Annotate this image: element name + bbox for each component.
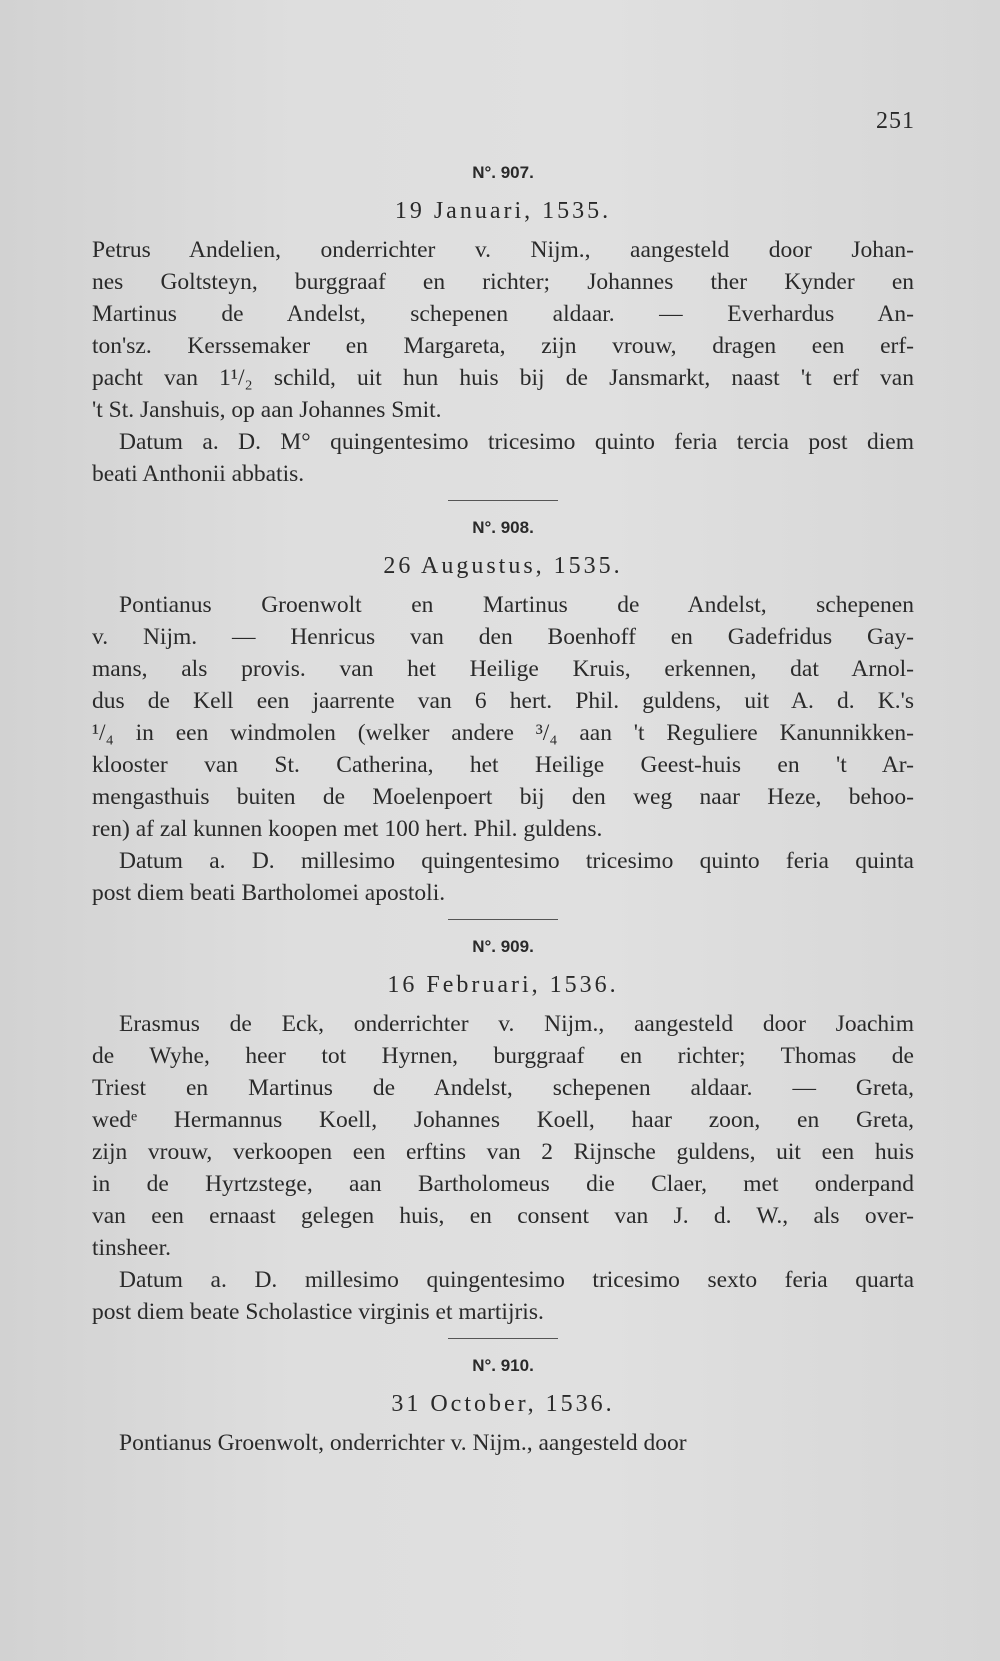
entry-line: in de Hyrtzstege, aan Bartholomeus die Claer, met onderpand	[92, 1171, 914, 1197]
entry-date: 31 October, 1536.	[391, 1391, 615, 1417]
entry-line: Petrus Andelien, onderrichter v. Nijm., aangesteld door Johan-	[92, 237, 914, 263]
entry-line: Pontianus Groenwolt, onderrichter v. Nijm., aangesteld door	[119, 1430, 687, 1456]
entry-line: Triest en Martinus de Andelst, schepenen aldaar. — Greta,	[92, 1075, 914, 1101]
entry-line: v. Nijm. — Henricus van den Boenhoff en Gadefridus Gay-	[92, 624, 914, 650]
entry-line: ¹/₄ in een windmolen (welker andere ³/₄ aan 't Reguliere Kanunnikken-	[92, 720, 914, 746]
entry-line: post diem beate Scholastice virginis et martijris.	[92, 1299, 544, 1325]
entry-line: Pontianus Groenwolt en Martinus de Andelst, schepenen	[119, 592, 914, 618]
entry-line: beati Anthonii abbatis.	[92, 461, 305, 487]
entry-line: mengasthuis buiten de Moelenpoert bij den weg naar Heze, behoo-	[92, 784, 914, 810]
entry-date: 16 Februari, 1536.	[387, 972, 619, 998]
entry-909	[92, 932, 914, 1339]
entry-number: N°. 909.	[472, 937, 534, 956]
entry-date: 26 Augustus, 1535.	[383, 553, 623, 579]
entry-line: wedᵉ Hermannus Koell, Johannes Koell, haar zoon, en Greta,	[92, 1107, 914, 1133]
entry-divider	[448, 1338, 558, 1339]
entry-datum-line: Datum a. D. millesimo quingentesimo tricesimo sexto feria quarta	[119, 1267, 914, 1293]
entry-line: nes Goltsteyn, burggraaf en richter; Johannes ther Kynder en	[92, 269, 914, 295]
entry-line: ren) af zal kunnen koopen met 100 hert. Phil. guldens.	[92, 816, 603, 842]
entry-line: mans, als provis. van het Heilige Kruis, erkennen, dat Arnol-	[92, 656, 914, 682]
entry-line: 't St. Janshuis, op aan Johannes Smit.	[92, 397, 442, 423]
entry-line: pacht van 1¹/₂ schild, uit hun huis bij de Jansmarkt, naast 't erf van	[92, 365, 914, 391]
entry-line: van een ernaast gelegen huis, en consent van J. d. W., als over-	[92, 1203, 914, 1229]
entry-line: de Wyhe, heer tot Hyrnen, burggraaf en richter; Thomas de	[92, 1043, 914, 1069]
entry-line: klooster van St. Catherina, het Heilige Geest-huis en 't Ar-	[92, 752, 914, 778]
entry-number: N°. 908.	[472, 518, 534, 537]
entry-line: dus de Kell een jaarrente van 6 hert. Phil. guldens, uit A. d. K.'s	[92, 688, 914, 714]
entry-line: zijn vrouw, verkoopen een erftins van 2 Rijnsche guldens, uit een huis	[92, 1139, 914, 1165]
entry-divider	[448, 500, 558, 501]
page-number: 251	[876, 108, 915, 134]
entry-line: ton'sz. Kerssemaker en Margareta, zijn vrouw, dragen een erf-	[92, 333, 914, 359]
entry-907	[92, 158, 914, 501]
entry-908	[92, 513, 914, 920]
entry-line: Martinus de Andelst, schepenen aldaar. — Everhardus An-	[92, 301, 914, 327]
entry-910	[92, 1351, 914, 1459]
entry-line: tinsheer.	[92, 1235, 171, 1261]
entry-number: N°. 907.	[472, 163, 534, 182]
text-column	[92, 158, 914, 1459]
entry-line: post diem beati Bartholomei apostoli.	[92, 880, 446, 906]
entry-divider	[448, 919, 558, 920]
entry-line: Erasmus de Eck, onderrichter v. Nijm., aangesteld door Joachim	[119, 1011, 914, 1037]
entry-date: 19 Januari, 1535.	[394, 198, 612, 224]
entry-datum-line: Datum a. D. millesimo quingentesimo tricesimo quinto feria quinta	[119, 848, 914, 874]
entry-number: N°. 910.	[472, 1356, 534, 1375]
entry-datum-line: Datum a. D. M° quingentesimo tricesimo quinto feria tercia post diem	[119, 429, 914, 455]
